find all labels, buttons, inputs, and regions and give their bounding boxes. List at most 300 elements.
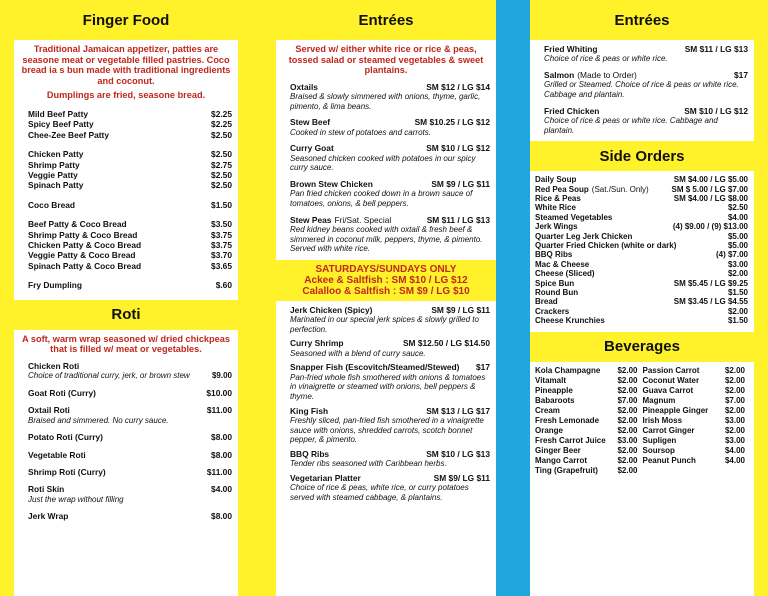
finger-food-title: Finger Food	[14, 0, 238, 40]
beverage-item	[643, 456, 751, 466]
item-name-wrap	[535, 203, 576, 212]
item-name-wrap	[535, 241, 676, 250]
item-name: Pineapple Ginger	[642, 405, 709, 415]
menu-item	[14, 450, 238, 460]
item-name: Orange	[535, 425, 564, 435]
item-description	[14, 495, 238, 505]
item-name: Irish Moss	[642, 415, 683, 425]
roti-item	[14, 405, 238, 425]
item-price: SM $13 / LG $17	[426, 405, 490, 416]
side-orders-list	[530, 175, 754, 326]
side-order-item	[530, 175, 754, 184]
item-name: Veggie Patty & Coco Bread	[28, 250, 136, 261]
roti-item	[14, 484, 238, 504]
item-name-wrap	[535, 307, 569, 316]
item-name-wrap	[290, 215, 391, 225]
item-description	[14, 371, 238, 381]
item-name-wrap	[290, 338, 344, 348]
item-price: $3.50	[211, 219, 232, 230]
item-name: Steamed Vegetables	[535, 212, 613, 222]
menu-item	[14, 467, 238, 477]
menu-item	[276, 179, 496, 189]
item-price: SM $10 / LG $12	[684, 105, 748, 116]
item-name-wrap	[535, 297, 558, 306]
item-description: Freshly sliced, pan-fried fish smothered in a vinaigrette sauce with onions, shredded carrots, scotch bonnet pepper, & pimento.	[290, 415, 484, 445]
item-name: BBQ Ribs	[535, 250, 573, 260]
entree-item	[276, 338, 496, 358]
entree-item	[276, 143, 496, 173]
item-name: Curry Goat	[290, 143, 334, 154]
item-name: Vegetable Roti	[28, 449, 86, 460]
item-name: Mild Beef Patty	[28, 108, 89, 119]
item-price: $2.00	[727, 269, 748, 279]
item-name: Oxtails	[290, 81, 318, 92]
item-price: $3.00	[724, 435, 745, 445]
side-order-item	[530, 260, 754, 269]
item-name: BBQ Ribs	[290, 448, 330, 459]
entree-item	[276, 449, 496, 469]
beverage-item	[643, 416, 751, 426]
entree-item	[276, 82, 496, 112]
yellow-stripe-right	[754, 0, 768, 596]
item-price: SM $ 5.00 / LG $7.00	[671, 184, 748, 194]
menu-group	[14, 219, 238, 271]
item-description: Grilled or Steamed. Choice of rice & peas or white rice. Cabbage and plantain.	[544, 80, 739, 99]
item-name: Shrimp Roti (Curry)	[28, 467, 106, 478]
entree-item	[530, 106, 754, 136]
entree-item	[276, 215, 496, 254]
beverage-item	[643, 376, 751, 386]
item-name: Chicken Roti	[28, 360, 80, 371]
item-price: $8.00	[211, 449, 232, 460]
yellow-stripe-left	[0, 0, 14, 596]
item-name: Stew Beef	[290, 117, 331, 128]
item-name: Soursop	[642, 445, 675, 455]
item-price: $2.25	[211, 108, 232, 119]
item-name: Shrimp Patty & Coco Bread	[28, 229, 138, 240]
item-price: $11.00	[206, 405, 232, 416]
item-price: $5.00	[727, 231, 748, 241]
item-name-wrap	[535, 269, 595, 278]
item-price: SM $10 / LG $12	[426, 143, 490, 154]
item-name-wrap	[535, 260, 589, 269]
item-name: Stew Peas	[290, 214, 332, 225]
side-order-item	[530, 279, 754, 288]
item-name: Salmon	[544, 70, 575, 80]
item-name: Beef Patty & Coco Bread	[28, 219, 127, 230]
item-price: $2.50	[211, 149, 232, 160]
item-name: Kola Champagne	[535, 365, 601, 375]
item-price: $8.00	[211, 432, 232, 443]
item-price: $9.00	[211, 371, 232, 381]
menu-item	[14, 250, 238, 260]
item-name-wrap	[290, 305, 372, 315]
item-price: SM $4.00 / LG $5.00	[673, 175, 748, 185]
item-price: $2.00	[617, 415, 638, 425]
roti-title: Roti	[14, 300, 238, 330]
item-price: SM $10.25 / LG $12	[414, 117, 490, 128]
item-price: $4.00	[211, 484, 232, 495]
menu-item	[276, 362, 496, 372]
yellow-stripe-mid-right	[496, 0, 530, 596]
entrees-b-title: Entrées	[530, 0, 754, 40]
item-name: Curry Shrimp	[290, 338, 344, 349]
item-description: Choice of rice & peas, white rice, or curry potatoes served with steamed cabbage, & plantains.	[290, 483, 469, 502]
item-name: Jerk Chicken (Spicy)	[290, 304, 373, 315]
item-price: SM $12.50 / LG $14.50	[402, 338, 490, 349]
menu-item	[276, 338, 496, 348]
item-name: Mango Carrot	[535, 455, 587, 465]
item-price: $7.00	[724, 395, 745, 405]
item-price: $2.00	[617, 385, 638, 395]
item-name: Shrimp Patty	[28, 159, 80, 170]
item-price: $1.50	[727, 316, 748, 326]
menu-group	[14, 200, 238, 210]
item-price: $17	[734, 70, 748, 80]
menu-item	[530, 70, 754, 80]
item-name-wrap	[290, 143, 334, 153]
side-order-item	[530, 213, 754, 222]
item-name: Babaroots	[535, 395, 575, 405]
entrees-intro: Served w/ either white rice or rice & peas, tossed salad or steamed vegetables & sweet plantains.	[288, 44, 484, 76]
item-name: Quarter Fried Chicken (white or dark)	[535, 241, 677, 251]
side-order-item	[530, 316, 754, 325]
side-order-item	[530, 241, 754, 250]
beverage-item	[535, 436, 643, 446]
item-price: $17	[476, 362, 490, 373]
item-description-text: Just the wrap without filling	[28, 494, 124, 504]
side-orders-title: Side Orders	[530, 141, 754, 171]
item-price: $2.00	[724, 375, 745, 385]
item-price: $2.00	[724, 405, 745, 415]
item-price: SM $3.45 / LG $4.55	[673, 297, 748, 307]
item-price: $8.00	[211, 511, 232, 522]
item-name-wrap	[535, 232, 632, 241]
menu-item	[14, 361, 238, 371]
item-name: Snapper Fish (Escovitch/Steamed/Stewed)	[290, 362, 460, 373]
item-price: $.60	[215, 280, 232, 291]
item-name: Chicken Patty & Coco Bread	[28, 240, 142, 251]
side-order-item	[530, 194, 754, 203]
entrees-list	[276, 82, 496, 254]
item-name: Spinach Patty & Coco Bread	[28, 260, 142, 271]
menu-item	[276, 215, 496, 225]
item-name: Spinach Patty	[28, 180, 84, 191]
entree-item	[276, 406, 496, 445]
entree-item	[276, 117, 496, 137]
item-price: $3.00	[617, 435, 638, 445]
item-description: Tender ribs seasoned with Caribbean herbs.	[290, 459, 447, 469]
item-name: Ginger Beer	[535, 445, 581, 455]
side-order-item	[530, 288, 754, 297]
beverage-item	[535, 386, 643, 396]
item-name: Quarter Leg Jerk Chicken	[535, 231, 633, 241]
menu-item	[276, 143, 496, 153]
item-name-wrap	[535, 316, 605, 325]
menu-item	[276, 406, 496, 416]
item-price: $2.00	[617, 365, 638, 375]
item-description: Cooked in stew of potatoes and carrots.	[290, 127, 431, 137]
menu-group	[14, 109, 238, 140]
menu-item	[14, 432, 238, 442]
item-name: Roti Skin	[28, 484, 65, 495]
item-name: Coco Bread	[28, 199, 76, 210]
weekend-special-box	[276, 260, 496, 301]
item-name: Fried Whiting	[544, 44, 598, 54]
item-price: $7.00	[617, 395, 638, 405]
item-name: Brown Stew Chicken	[290, 178, 373, 189]
item-name: Veggie Patty	[28, 170, 78, 180]
menu-item	[14, 230, 238, 240]
beverage-item	[643, 366, 751, 376]
beverage-item	[535, 396, 643, 406]
panel-entrees	[276, 0, 496, 596]
item-name: Carrot Ginger	[642, 425, 695, 435]
item-name: Cheese (Sliced)	[535, 269, 595, 279]
item-price: $3.70	[211, 250, 232, 261]
item-tag: (Made to Order)	[577, 70, 637, 80]
item-price: $2.50	[211, 129, 232, 140]
menu-item	[14, 240, 238, 250]
beverage-item	[643, 446, 751, 456]
item-price: (4) $9.00 / (9) $13.00	[672, 222, 748, 232]
item-name: Vitamalt	[535, 375, 566, 385]
beverage-item	[535, 366, 643, 376]
beverages-title: Beverages	[530, 332, 754, 362]
menu-item	[14, 405, 238, 415]
menu-item	[14, 511, 238, 521]
item-name: Vegetarian Platter	[290, 472, 361, 483]
item-name: Supligen	[642, 435, 677, 445]
item-price: $2.00	[617, 445, 638, 455]
side-order-item	[530, 185, 754, 194]
item-name: Oxtail Roti	[28, 405, 70, 416]
item-price: $2.00	[724, 425, 745, 435]
item-price: $1.50	[727, 288, 748, 298]
beverages-right-column	[643, 366, 751, 476]
item-name: White Rice	[535, 203, 576, 213]
beverage-item	[535, 456, 643, 466]
item-name: Potato Roti (Curry)	[28, 432, 103, 443]
item-name-wrap	[290, 117, 330, 127]
item-price: SM $11 / LG $13	[426, 214, 490, 225]
item-price: SM $9 / LG $11	[431, 304, 490, 315]
weekend-special-calalloo: Calalloo & Saltfish : SM $9 / LG $10	[302, 285, 470, 297]
item-name: Mac & Cheese	[535, 259, 590, 269]
item-name: Coconut Water	[642, 375, 700, 385]
item-description: Pan-fried whole fish smothered with onions & tomatoes in vinaigrette or steamed with onions, bell peppers & thyme.	[290, 372, 486, 401]
beverage-item	[535, 406, 643, 416]
entree-item	[276, 179, 496, 209]
item-description: Choice of rice & peas or white rice. Cabbage and plantain.	[544, 116, 718, 135]
roti-item	[14, 450, 238, 460]
roti-item	[14, 361, 238, 381]
item-description-text: Choice of traditional curry, jerk, or brown stew	[28, 371, 190, 381]
item-description: Choice of rice & peas or white rice.	[544, 54, 668, 64]
menu-item	[14, 149, 238, 159]
item-price: $3.00	[727, 259, 748, 269]
item-price: $5.00	[727, 241, 748, 251]
item-name: Daily Soup	[535, 175, 577, 185]
item-price: $11.00	[206, 467, 232, 478]
item-description: Marinated in our special jerk spices & slowly grilled to perfection.	[290, 315, 479, 334]
menu-item	[14, 160, 238, 170]
item-description: Red kidney beans cooked with oxtail & fresh beef & simmered in coconut milk, peppers, thyme, & pimento. Served with white rice.	[290, 224, 483, 254]
item-name-wrap	[535, 185, 649, 194]
item-name-wrap	[290, 406, 328, 416]
item-name: Fried Chicken	[544, 105, 600, 116]
yellow-stripe-mid-left	[238, 0, 276, 596]
item-name-wrap	[535, 175, 576, 184]
item-price: $3.65	[211, 260, 232, 271]
menu-item	[14, 280, 238, 290]
item-name-wrap	[544, 106, 599, 116]
item-description	[14, 416, 238, 426]
panel-finger-food-roti	[14, 0, 238, 596]
side-order-item	[530, 297, 754, 306]
item-price: $2.00	[617, 425, 638, 435]
roti-item	[14, 388, 238, 398]
finger-food-list	[14, 109, 238, 291]
item-name: Fresh Lemonade	[535, 415, 600, 425]
item-price: $2.00	[617, 455, 638, 465]
beverage-item	[643, 436, 751, 446]
item-name: Goat Roti (Curry)	[28, 387, 96, 398]
weekend-special-ackee: Ackee & Saltfish : SM $10 / LG $12	[304, 274, 468, 286]
item-name: Fresh Carrot Juice	[535, 435, 606, 445]
item-name: Fry Dumpling	[28, 280, 82, 291]
item-name-wrap	[535, 222, 578, 231]
roti-item	[14, 467, 238, 477]
entrees-list-2	[276, 305, 496, 503]
item-price: SM $9/ LG $11	[433, 472, 490, 483]
menu-item	[14, 109, 238, 119]
item-name: Pineapple	[535, 385, 573, 395]
menu-item	[276, 473, 496, 483]
menu-item	[14, 170, 238, 180]
item-name: Round Bun	[535, 288, 579, 298]
item-price: $3.75	[211, 240, 232, 251]
item-name-wrap	[290, 473, 361, 483]
item-price: SM $11 / LG $13	[684, 44, 748, 54]
beverage-item	[535, 446, 643, 456]
side-order-item	[530, 203, 754, 212]
roti-intro: A soft, warm wrap seasoned w/ dried chickpeas that is filled w/ meat or vegetables.	[22, 333, 230, 355]
item-name-wrap	[290, 362, 459, 372]
side-order-item	[530, 250, 754, 259]
item-description: Seasoned chicken cooked with potatoes in our spicy curry sauce.	[290, 153, 476, 173]
item-name-wrap	[544, 70, 637, 80]
finger-food-intro: Traditional Jamaican appetizer, patties are seasone meat or vegetable filled pastries. Coco bread ia s bun made with traditional ingredients and coconut.	[21, 44, 231, 86]
item-name: Rice & Peas	[535, 194, 581, 203]
item-price: $2.75	[211, 159, 232, 170]
beverage-item	[643, 406, 751, 416]
beverage-item	[535, 426, 643, 436]
item-name-wrap	[535, 288, 578, 297]
panel-sides-beverages	[530, 0, 754, 596]
roti-item	[14, 511, 238, 521]
item-name: Ting (Grapefruit)	[535, 465, 598, 475]
menu-item	[530, 44, 754, 54]
menu-item	[276, 82, 496, 92]
item-price: SM $4.00 / LG $8.00	[673, 194, 748, 203]
beverages-list	[530, 366, 754, 476]
item-price: SM $5.45 / LG $9.25	[673, 278, 748, 288]
item-price: $3.00	[724, 415, 745, 425]
item-name-wrap	[290, 82, 318, 92]
beverage-item	[535, 416, 643, 426]
item-description-text: Braised and simmered. No curry sauce.	[28, 415, 169, 425]
item-price: $2.50	[211, 180, 232, 191]
menu-item	[276, 305, 496, 315]
item-price: $2.50	[727, 203, 748, 213]
item-name: Jerk Wrap	[28, 511, 69, 522]
menu-item	[14, 200, 238, 210]
item-description: Pan fried chicken cooked down in a brown sauce of tomatoes, onions, & bell peppers.	[290, 189, 473, 208]
side-order-item	[530, 307, 754, 316]
item-name: Spicy Beef Patty	[28, 119, 94, 130]
menu-item	[14, 484, 238, 494]
item-name-wrap	[290, 449, 329, 459]
item-name: Cream	[535, 405, 560, 415]
menu-item	[276, 449, 496, 459]
item-name: Red Pea Soup	[535, 184, 589, 194]
menu-item	[14, 261, 238, 271]
beverage-item	[643, 396, 751, 406]
menu-item	[530, 106, 754, 116]
entrees-b-list	[530, 44, 754, 135]
item-name: Magnum	[642, 395, 676, 405]
side-order-item	[530, 269, 754, 278]
menu-item	[14, 219, 238, 229]
menu-item	[14, 180, 238, 190]
entree-item	[276, 362, 496, 401]
side-order-item	[530, 232, 754, 241]
entree-item	[530, 44, 754, 64]
item-name: Chee-Zee Beef Patty	[28, 129, 109, 140]
item-price: $4.00	[724, 455, 745, 465]
item-price: $2.00	[727, 306, 748, 316]
item-price: $1.50	[211, 199, 232, 210]
side-order-item	[530, 222, 754, 231]
entree-item	[276, 473, 496, 503]
item-description: Seasoned with a blend of curry sauce.	[290, 348, 426, 358]
beverage-item	[535, 376, 643, 386]
roti-item	[14, 432, 238, 442]
entree-item	[276, 305, 496, 335]
item-price: SM $12 / LG $14	[426, 81, 490, 92]
beverages-left-column	[535, 366, 643, 476]
weekend-special-heading: SATURDAYS/SUNDAYS ONLY	[315, 263, 457, 275]
item-price: $2.00	[617, 375, 638, 385]
item-name: Crackers	[535, 306, 570, 316]
entree-item	[530, 70, 754, 100]
menu-item	[276, 117, 496, 127]
item-name: Jerk Wings	[535, 222, 578, 232]
menu-item	[14, 388, 238, 398]
item-tag: Fri/Sat. Special	[334, 214, 392, 225]
item-price: (4) $7.00	[715, 250, 748, 260]
item-name: Peanut Punch	[642, 455, 696, 465]
beverage-item	[643, 426, 751, 436]
item-name-wrap	[535, 194, 581, 203]
item-price: SM $10 / LG $13	[426, 448, 490, 459]
item-price: $4.00	[727, 212, 748, 222]
item-price: $4.00	[724, 445, 745, 455]
item-name: Spice Bun	[535, 278, 575, 288]
item-name: King Fish	[290, 405, 329, 416]
item-price: $2.50	[211, 170, 232, 180]
